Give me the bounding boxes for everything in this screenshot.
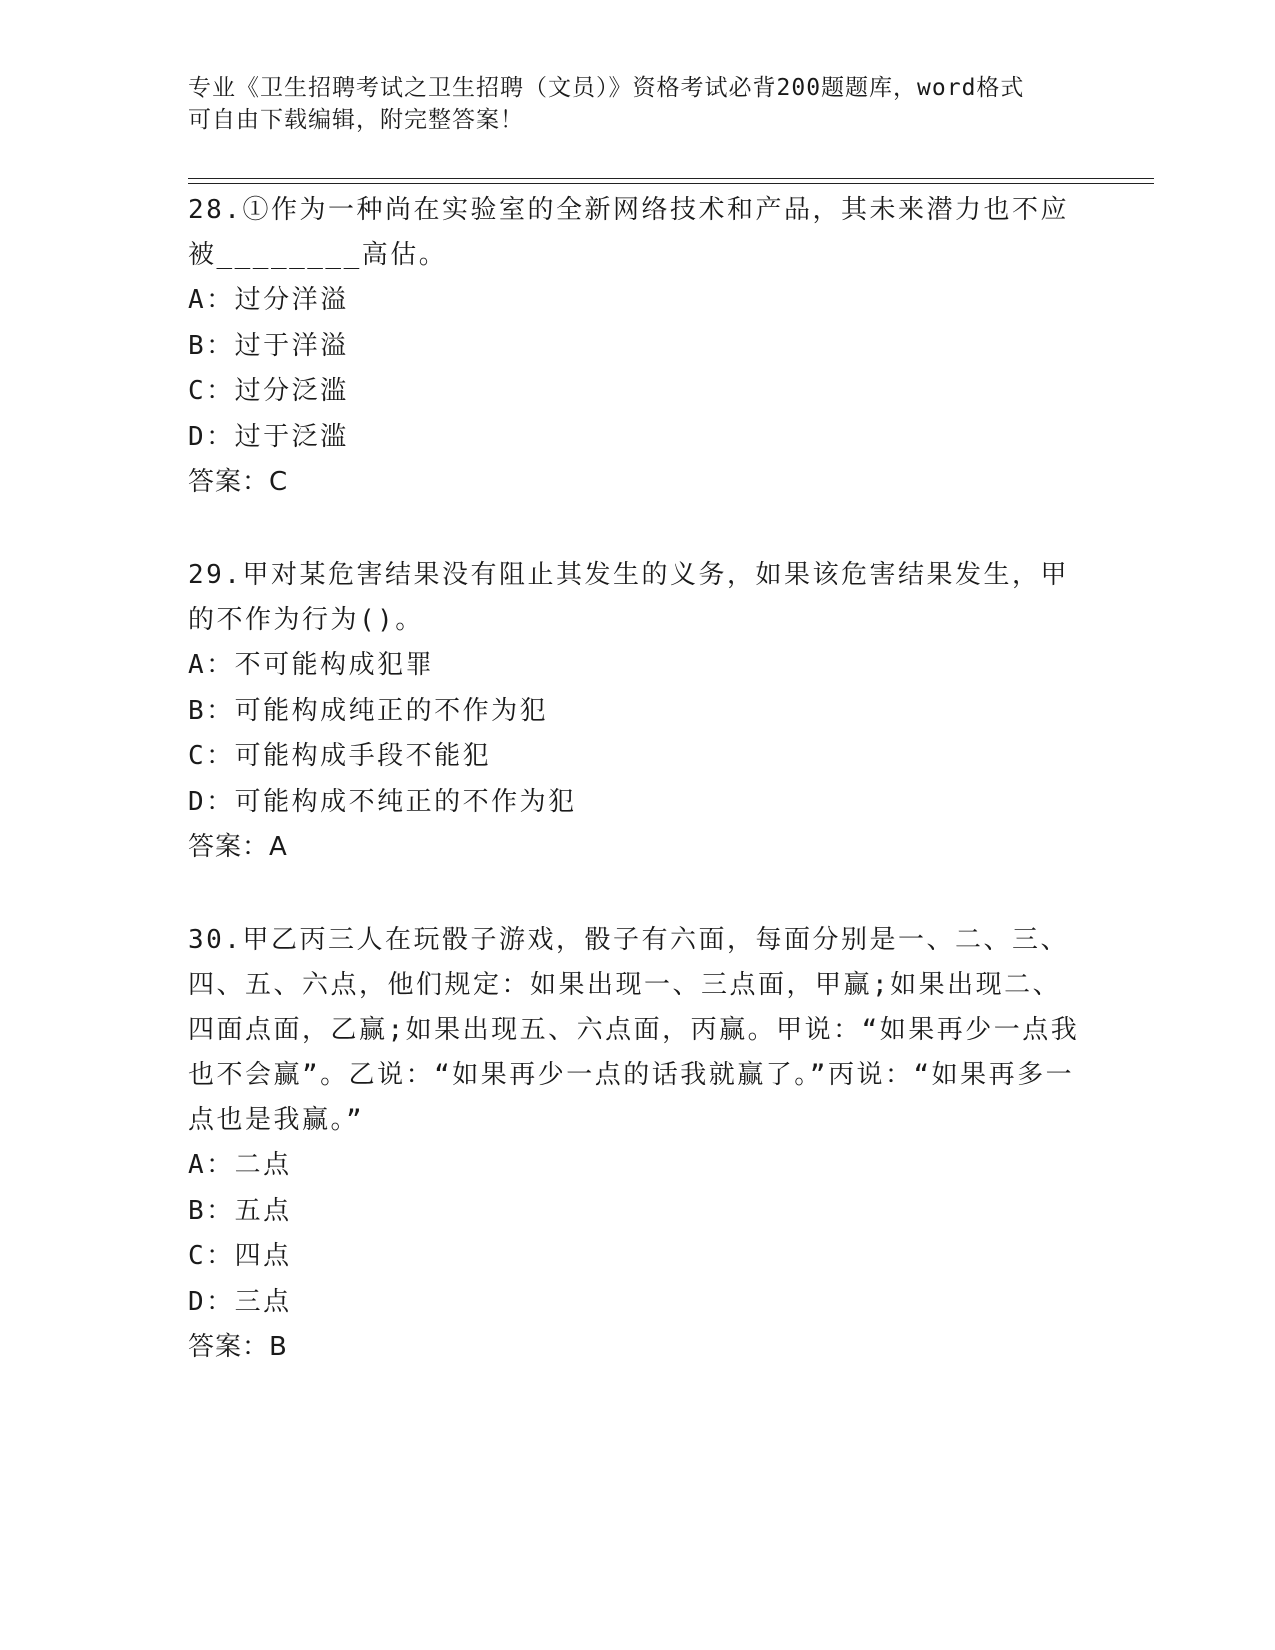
question-stem: 29.甲对某危害结果没有阻止其发生的义务，如果该危害结果发生，甲的不作为行为()。 bbox=[188, 560, 1069, 635]
question-stem: 28.①作为一种尚在实验室的全新网络技术和产品，其未来潜力也不应被________高估。 bbox=[188, 195, 1069, 270]
header-divider-bottom bbox=[188, 183, 1154, 184]
header-divider-top bbox=[188, 178, 1154, 179]
option-c: C：四点 bbox=[188, 1241, 292, 1271]
option-b: B：五点 bbox=[188, 1195, 292, 1226]
option-a: A：二点 bbox=[188, 1150, 292, 1180]
option-a: A：不可能构成犯罪 bbox=[188, 650, 435, 680]
answer-line: 答案：B bbox=[188, 1332, 288, 1362]
question-30 bbox=[188, 918, 1088, 1370]
question-stem: 30.甲乙丙三人在玩骰子游戏，骰子有六面，每面分别是一、二、三、四、五、六点，他们规定：如果出现一、三点面，甲赢;如果出现二、四面点面，乙赢;如果出现五、六点面，丙赢。甲说：“如果再少一点我也不会赢”。乙说：“如果再少一点的话我就赢了。”丙说：“如果再多一点也是我赢。” bbox=[188, 925, 1080, 1135]
option-a: A：过分洋溢 bbox=[188, 285, 349, 315]
header-line-1: 专业《卫生招聘考试之卫生招聘（文员）》资格考试必背200题题库，word格式 bbox=[188, 75, 1025, 101]
document-header bbox=[188, 72, 1068, 136]
option-d: D：三点 bbox=[188, 1286, 292, 1317]
option-d: D：过于泛滥 bbox=[188, 421, 349, 452]
answer-line: 答案：A bbox=[188, 832, 288, 862]
option-b: B：过于洋溢 bbox=[188, 330, 349, 361]
header-line-2: 可自由下载编辑，附完整答案！ bbox=[188, 107, 524, 133]
option-d: D：可能构成不纯正的不作为犯 bbox=[188, 786, 577, 817]
question-28 bbox=[188, 188, 1088, 505]
question-29 bbox=[188, 553, 1088, 870]
option-c: C：过分泛滥 bbox=[188, 376, 349, 406]
answer-line: 答案：C bbox=[188, 467, 289, 497]
option-c: C：可能构成手段不能犯 bbox=[188, 741, 492, 771]
option-b: B：可能构成纯正的不作为犯 bbox=[188, 695, 549, 726]
